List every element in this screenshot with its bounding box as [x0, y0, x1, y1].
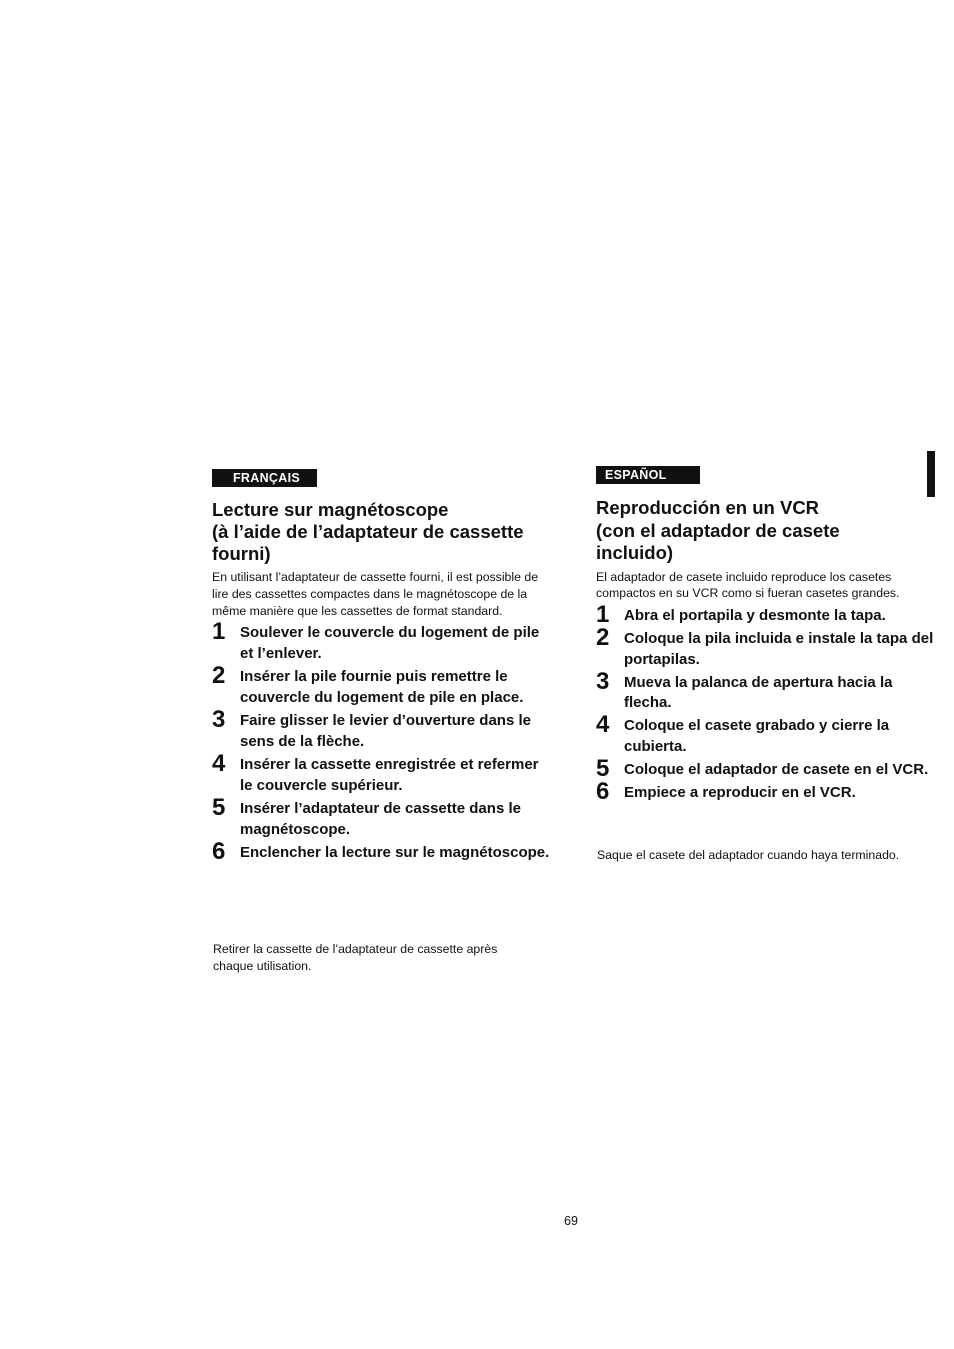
step-item [212, 750, 552, 796]
language-badge-spanish: ESPAÑOL [596, 466, 700, 484]
step-number: 6 [212, 838, 226, 866]
step-number: 4 [212, 750, 226, 778]
step-text: Empiece a reproducir en el VCR. [624, 783, 856, 801]
step-text: Enclencher la lecture sur le magnétoscope. [240, 844, 550, 862]
step-number: 6 [596, 777, 610, 805]
step-item [596, 624, 936, 670]
step-text: Insérer la cassette enregistrée et refermer le couvercle supérieur. [240, 756, 539, 794]
step-number: 3 [212, 706, 226, 734]
step-text: Abra el portapila y desmonte la tapa. [624, 607, 886, 625]
step-item [596, 601, 936, 629]
intro-paragraph-french: En utilisant l’adaptateur de cassette fourni, il est possible de lire des cassettes compactes dans le magnétoscope de la même manière que les cassettes de format standard. [212, 570, 539, 618]
section-marker-bar [927, 451, 935, 497]
step-item [596, 754, 936, 782]
note-french: Retirer la cassette de l’adaptateur de cassette après chaque utilisation. [213, 942, 498, 974]
step-item [212, 794, 552, 840]
title-line: incluido) [596, 542, 674, 563]
step-item [596, 711, 936, 757]
note-spanish: Saque el casete del adaptador cuando haya terminado. [597, 848, 900, 863]
step-text: Soulever le couvercle du logement de pile et l’enlever. [240, 624, 540, 662]
step-number: 5 [596, 754, 610, 782]
french-column [212, 469, 552, 867]
step-text: Faire glisser le levier d’ouverture dans le sens de la flèche. [240, 712, 531, 750]
step-item [212, 618, 552, 664]
step-item [212, 706, 552, 752]
language-badge-french: FRANÇAIS [212, 469, 317, 487]
step-text: Insérer l’adaptateur de cassette dans le magnétoscope. [240, 800, 521, 838]
step-item [212, 838, 552, 866]
page-number: 69 [564, 1214, 578, 1228]
steps-list-french [212, 618, 552, 866]
section-title-spanish [596, 497, 936, 565]
spanish-column [596, 466, 936, 806]
title-line: (à l’aide de l’adaptateur de cassette [212, 521, 524, 542]
title-line: fourni) [212, 543, 271, 564]
section-title-french [212, 499, 552, 565]
step-number: 4 [596, 711, 610, 739]
intro-paragraph-spanish: El adaptador de casete incluido reproduce los casetes compactos en su VCR como si fueran casetes grandes. [596, 569, 900, 601]
step-text: Mueva la palanca de apertura hacia la flecha. [624, 673, 893, 712]
title-line: (con el adaptador de casete [596, 519, 840, 541]
step-number: 2 [212, 662, 226, 690]
step-text: Insérer la pile fournie puis remettre le couvercle du logement de pile en place. [240, 668, 524, 706]
step-number: 3 [596, 667, 610, 695]
step-item [596, 777, 936, 805]
step-number: 1 [596, 601, 610, 629]
title-line: Lecture sur magnétoscope [212, 499, 449, 520]
step-text: Coloque la pila incluida e instale la tapa del portapilas. [624, 630, 934, 668]
step-number: 5 [212, 794, 226, 822]
step-item [212, 662, 552, 708]
title-line: Reproducción en un VCR [596, 497, 820, 518]
step-number: 1 [212, 618, 226, 646]
step-item [596, 667, 936, 714]
step-number: 2 [596, 624, 610, 652]
step-text: Coloque el adaptador de casete en el VCR. [624, 760, 929, 778]
step-text: Coloque el casete grabado y cierre la cubierta. [624, 717, 890, 755]
steps-list-spanish [596, 601, 936, 805]
